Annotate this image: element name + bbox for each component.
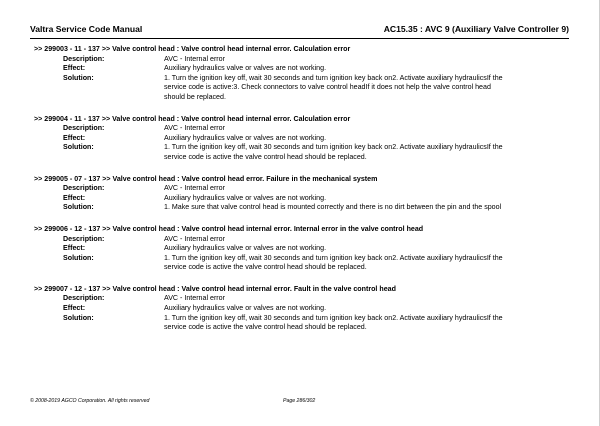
service-code-heading: >> 299007 - 12 - 137 >> Valve control head : Valve control head internal error. Fault in the valve control head	[34, 284, 396, 293]
manual-title: Valtra Service Code Manual	[30, 24, 143, 34]
solution-value	[164, 203, 569, 213]
solution-line: 1. Turn the ignition key off, wait 30 seconds and turn ignition key back on2. Activate auxiliary hydraulicsIf the	[164, 143, 503, 152]
service-code-entry	[34, 285, 569, 333]
solution-label: Solution:	[63, 143, 94, 152]
service-code-entry	[34, 175, 569, 213]
effect-row	[34, 304, 569, 314]
solution-line: service code is active the valve control head should be replaced.	[164, 263, 367, 272]
header-divider	[30, 38, 569, 39]
solution-value	[164, 314, 569, 333]
description-row	[34, 55, 569, 65]
solution-line: 1. Turn the ignition key off, wait 30 seconds and turn ignition key back on2. Activate auxiliary hydraulicsIf the	[164, 313, 503, 322]
description-row	[34, 294, 569, 304]
effect-label: Effect:	[63, 64, 86, 73]
solution-line: service code is active the valve control head should be replaced.	[164, 152, 367, 161]
solution-value	[164, 254, 569, 273]
solution-row	[34, 203, 569, 213]
section-title: AC15.35 : AVC 9 (Auxiliary Valve Controller 9)	[383, 24, 569, 34]
solution-line: 1. Turn the ignition key off, wait 30 seconds and turn ignition key back on2. Activate auxiliary hydraulicsIf the	[164, 73, 503, 82]
effect-value: Auxiliary hydraulics valve or valves are not working.	[164, 244, 327, 253]
description-label: Description:	[63, 124, 105, 133]
solution-line: should be replaced.	[164, 92, 226, 101]
effect-row	[34, 244, 569, 254]
description-label: Description:	[63, 184, 105, 193]
description-label: Description:	[63, 234, 105, 243]
solution-value	[164, 143, 569, 162]
effect-row	[34, 64, 569, 74]
solution-value	[164, 74, 569, 103]
description-value: AVC - Internal error	[164, 124, 225, 133]
description-value: AVC - Internal error	[164, 234, 225, 243]
service-code-list	[34, 45, 569, 345]
solution-line: 1. Make sure that valve control head is mounted correctly and there is no dirt between the pin and the spool	[164, 203, 502, 212]
solution-label: Solution:	[63, 73, 94, 82]
solution-label: Solution:	[63, 313, 94, 322]
copyright-notice: © 2008-2019 AGCO Corporation. All rights reserved	[30, 398, 150, 404]
solution-row	[34, 143, 569, 162]
description-row	[34, 235, 569, 245]
effect-row	[34, 194, 569, 204]
solution-label: Solution:	[63, 253, 94, 262]
service-code-heading: >> 299004 - 11 - 137 >> Valve control head : Valve control head internal error. Calculation error	[34, 114, 351, 123]
effect-label: Effect:	[63, 193, 86, 202]
effect-value: Auxiliary hydraulics valve or valves are not working.	[164, 64, 327, 73]
service-code-entry	[34, 45, 569, 103]
effect-label: Effect:	[63, 244, 86, 253]
effect-value: Auxiliary hydraulics valve or valves are not working.	[164, 193, 327, 202]
solution-line: service code is active the valve control head should be replaced.	[164, 323, 367, 332]
solution-row	[34, 314, 569, 333]
service-code-entry	[34, 115, 569, 163]
description-row	[34, 184, 569, 194]
service-code-heading: >> 299003 - 11 - 137 >> Valve control head : Valve control head internal error. Calculation error	[34, 45, 351, 53]
effect-value: Auxiliary hydraulics valve or valves are not working.	[164, 304, 327, 313]
service-code-heading: >> 299005 - 07 - 137 >> Valve control head : Valve control head error. Failure in the mechanical system	[34, 174, 378, 183]
description-value: AVC - Internal error	[164, 184, 225, 193]
description-value: AVC - Internal error	[164, 294, 225, 303]
solution-line: service code is active:3. Check connectors to valve control headIf it does not help the valve control head	[164, 83, 491, 92]
effect-label: Effect:	[63, 304, 86, 313]
solution-row	[34, 74, 569, 103]
page-number: Page 286/302	[283, 398, 316, 404]
effect-label: Effect:	[63, 133, 86, 142]
description-row	[34, 124, 569, 134]
page-header	[30, 24, 569, 34]
solution-row	[34, 254, 569, 273]
description-label: Description:	[63, 54, 105, 63]
effect-row	[34, 134, 569, 144]
service-code-entry	[34, 225, 569, 273]
service-code-heading: >> 299006 - 12 - 137 >> Valve control head : Valve control head internal error. Internal error in the valve control head	[34, 224, 424, 233]
effect-value: Auxiliary hydraulics valve or valves are not working.	[164, 133, 327, 142]
description-label: Description:	[63, 294, 105, 303]
description-value: AVC - Internal error	[164, 54, 225, 63]
solution-line: 1. Turn the ignition key off, wait 30 seconds and turn ignition key back on2. Activate auxiliary hydraulicsIf the	[164, 253, 503, 262]
solution-label: Solution:	[63, 203, 94, 212]
